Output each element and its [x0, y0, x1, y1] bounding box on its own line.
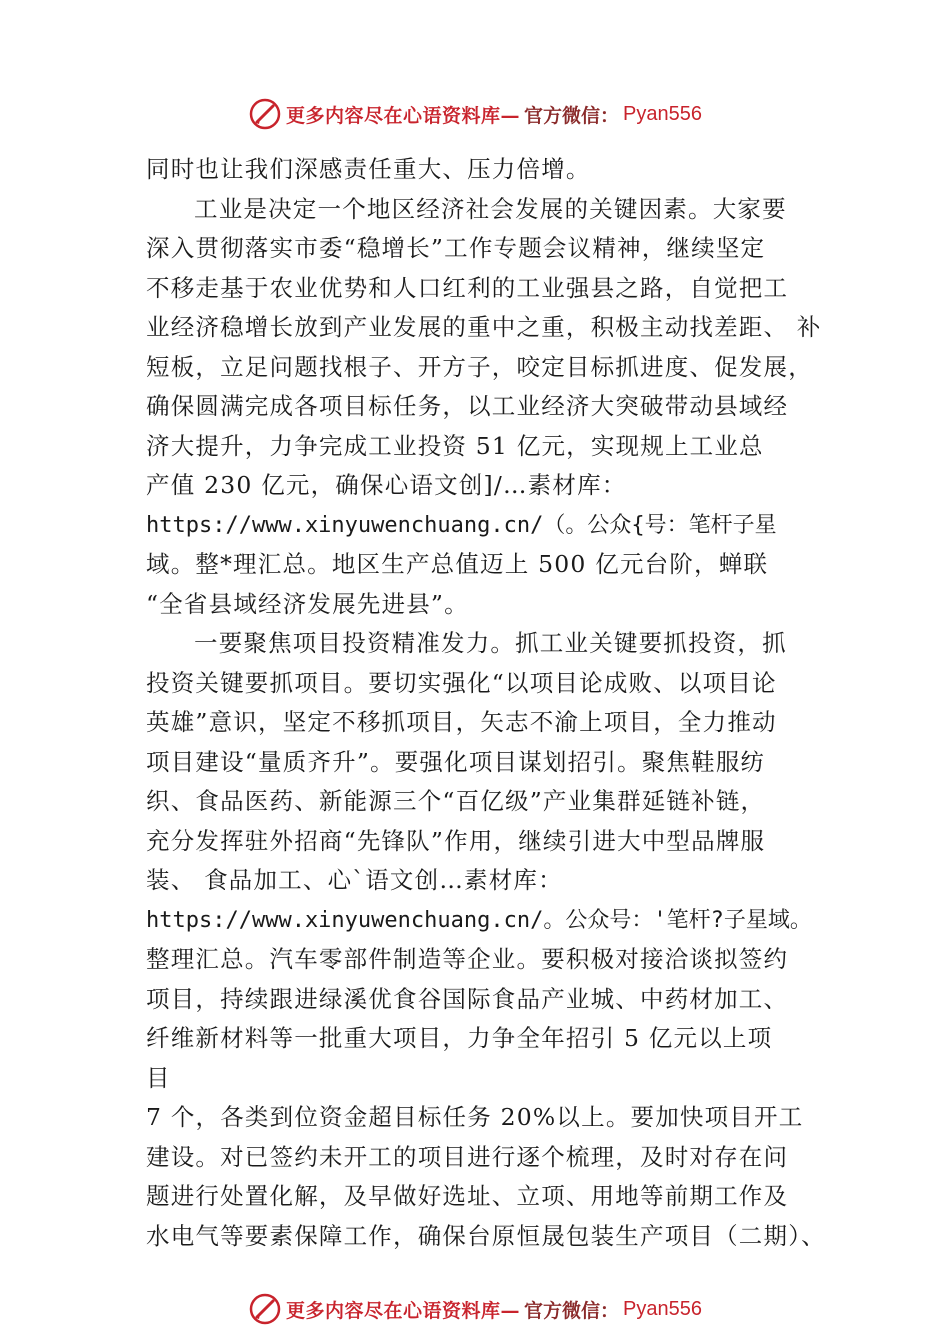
- document-body: [146, 150, 826, 1256]
- text-line: 确保圆满完成各项目标任务，以工业经济大突破带动县域经: [146, 392, 789, 420]
- text-line: 整理汇总。汽车零部件制造等企业。要积极对接洽谈拟签约: [146, 945, 789, 973]
- text-line: 英雄”意识，坚定不移抓项目，矢志不渝上项目，全力推动: [146, 708, 777, 736]
- text-line: 投资关键要抓项目。要切实强化“以项目论成败、以项目论: [146, 668, 777, 697]
- banner-main-text: 更多内容尽在心语资料库—: [286, 104, 521, 127]
- banner-wechat-label: 官方微信：: [524, 104, 620, 127]
- text-line: https://www.xinyuwenchuang.cn/。公众号：'笔杆?子星域。: [146, 907, 812, 933]
- brush-logo-icon: [248, 1292, 282, 1326]
- text-line: 项目，持续跟进绿溪优食谷国际食品产业城、中药材加工、: [146, 984, 789, 1013]
- text-line: “全省县域经济发展先进县”。: [146, 589, 469, 618]
- text-line: 同时也让我们深感责任重大、压力倍增。: [146, 155, 591, 183]
- text-line: 充分发挥驻外招商“先锋队”作用，继续引进大中型品牌服: [146, 826, 766, 855]
- text-line: 项目建设“量质齐升”。要强化项目谋划招引。聚焦鞋服纺: [146, 747, 766, 776]
- text-line: https://www.xinyuwenchuang.cn/（。公众{号：笔杆子星: [146, 512, 777, 538]
- banner-wechat-id: Pyan556: [623, 1297, 702, 1320]
- banner-wechat-id: Pyan556: [623, 102, 702, 125]
- brush-logo-icon: [248, 97, 282, 131]
- text-line: 产值 230 亿元，确保心语文创]/…素材库：: [146, 471, 627, 499]
- header-banner: [0, 94, 950, 134]
- text-line: 济大提升，力争完成工业投资 51 亿元，实现规上工业总: [146, 431, 764, 460]
- text-line: 目: [146, 1063, 171, 1092]
- text-line: 题进行处置化解，及早做好选址、立项、用地等前期工作及: [146, 1182, 789, 1210]
- text-line: 纤维新材料等一批重大项目，力争全年招引 5 亿元以上项: [146, 1024, 773, 1052]
- text-line: 建设。对已签约未开工的项目进行逐个梳理，及时对存在问: [146, 1142, 789, 1171]
- text-line: 工业是决定一个地区经济社会发展的关键因素。大家要: [194, 194, 787, 223]
- banner-main-text: 更多内容尽在心语资料库—: [286, 1299, 521, 1322]
- text-line: 业经济稳增长放到产业发展的重中之重，积极主动找差距、 补: [146, 313, 822, 341]
- text-line: 一要聚焦项目投资精准发力。抓工业关键要抓投资，抓: [194, 629, 787, 657]
- text-line: 深入贯彻落实市委“稳增长”工作专题会议精神，继续坚定: [146, 234, 766, 262]
- text-line: 织、食品医药、新能源三个“百亿级”产业集群延链补链，: [146, 787, 766, 815]
- footer-banner: [0, 1289, 950, 1329]
- text-line: 域。整*理汇总。地区生产总值迈上 500 亿元台阶，蝉联: [146, 550, 769, 578]
- text-line: 短板，立足问题找根子、开方子，咬定目标抓进度、促发展，: [146, 352, 813, 381]
- text-line: 装、 食品加工、心`语文创…素材库：: [146, 866, 563, 894]
- text-line: 不移走基于农业优势和人口红利的工业强县之路，自觉把工: [146, 273, 789, 302]
- banner-wechat-label: 官方微信：: [524, 1299, 620, 1322]
- text-line: 水电气等要素保障工作，确保台原恒晟包装生产项目（二期）、: [146, 1221, 826, 1250]
- text-line: 7 个，各类到位资金超目标任务 20%以上。要加快项目开工: [146, 1103, 804, 1131]
